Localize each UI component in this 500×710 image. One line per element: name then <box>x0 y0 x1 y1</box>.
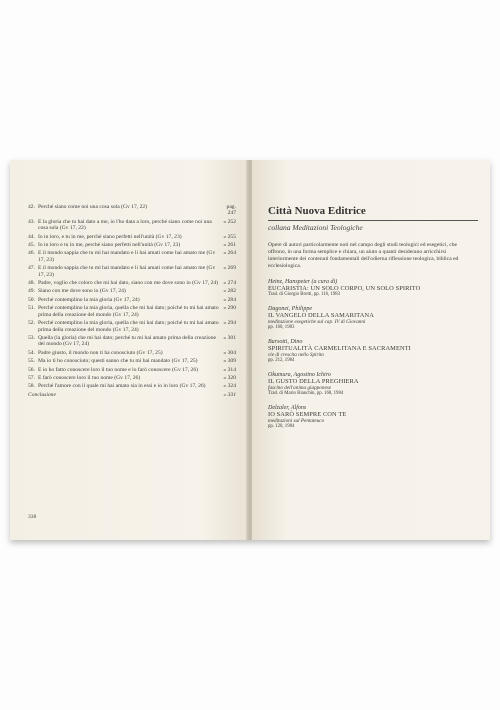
toc-entry-number: 46. <box>28 250 35 257</box>
toc-entry-page: » 324 <box>223 383 236 390</box>
toc-entry-title: Perché siano come noi una cosa sola (Gv 17, 22) <box>38 204 148 210</box>
book-entry <box>268 405 468 429</box>
toc-entry-number: 55. <box>28 358 35 365</box>
toc-entry <box>28 219 236 232</box>
toc-entry-number: 56. <box>28 366 35 373</box>
book-title: IO SARÒ SEMPRE CON TE <box>268 411 347 418</box>
book-entry <box>268 339 468 363</box>
toc-entry-title: Padre giusto, il mondo non ti ha conosciuto (Gv 17, 25) <box>38 349 163 356</box>
book-meta: pp. 120, 1984 <box>268 424 295 429</box>
toc-entry-number: 57. <box>28 374 35 381</box>
book-entry <box>268 306 468 330</box>
toc-entry-title: Perché contemplino la mia gloria, quella che mi hai dato; poiché tu mi hai amato prima della creazione del mondo (Gv 17, 24) <box>38 305 219 318</box>
book-subtitle: meditazioni sul Pentateuco <box>268 418 325 424</box>
toc-entry-title: Io in loro, e tu in me, perché siano perfetti nell'unità (Gv 17, 23) <box>38 233 182 240</box>
toc-entry-number: 52. <box>28 320 35 327</box>
toc-entry-page: » 309 <box>223 358 236 365</box>
toc-entry-page: » 261 <box>223 242 236 249</box>
toc-entry <box>28 265 236 278</box>
toc-entry-number: 53. <box>28 334 35 341</box>
book-subtitle: vie di crescita nello Spirito <box>268 352 324 358</box>
book-title: SPIRITUALITÀ CARMELITANA E SACRAMENTI <box>268 345 411 352</box>
toc-entry-title: E farò conoscere loro il tuo nome (Gv 17, 26) <box>38 374 141 381</box>
publisher-name: Città Nuova Editrice <box>268 205 366 217</box>
toc-entry-number: 49. <box>28 288 35 295</box>
toc-entry-number: 51. <box>28 305 35 312</box>
book-title: IL VANGELO DELLA SAMARITANA <box>268 312 374 319</box>
toc-entry <box>28 288 236 294</box>
book-title: EUCARISTIA: UN SOLO CORPO, UN SOLO SPIRITO <box>268 285 421 292</box>
toc-entry-page: » 304 <box>223 349 236 356</box>
toc-entry-page: » 301 <box>223 334 236 341</box>
toc-entry-title: E la gloria che tu hai dato a me, io l'ho data a loro, perché siano come noi una cosa sola (Gv 17, 22) <box>38 218 212 232</box>
toc-entry-page: » 274 <box>223 280 236 287</box>
toc-entry-page: » 320 <box>223 374 236 381</box>
book-title: IL GUSTO DELLA PREGHIERA <box>268 378 359 385</box>
toc-entry <box>28 250 236 263</box>
toc-entry-page: » 252 <box>223 218 236 225</box>
toc-entry-number: 50. <box>28 296 35 303</box>
toc-entry-number: 44. <box>28 233 35 240</box>
toc-entry-number: 58. <box>28 383 35 390</box>
toc-entry-page: » 290 <box>223 305 236 312</box>
toc-entry-title: Perché l'amore con il quale mi hai amato sia in essi e io in loro (Gv 17, 26) <box>38 383 206 390</box>
toc-entry-title: Quella (la gloria) che mi hai dato; perché tu mi hai amato prima della creazione del mondo (Gv 17, 24) <box>38 334 216 348</box>
toc-entry-number: 47. <box>28 265 35 272</box>
toc-entry <box>28 375 236 381</box>
series-description: Opere di autori particolarmente noti nel campo degli studi teologici ed esegetici, che offrono, in una forma semplice e chiara, un aiuto a quanti desiderano arricchirsi interiormente dei contenuti fondamentali dell'odierna riflessione teologica, biblica ed ecclesiologica. <box>268 242 459 269</box>
toc-entry-title: E il mondo sappia che tu mi hai mandato e li hai amati come hai amato me (Gv 17, 23) <box>38 250 216 263</box>
toc-entry <box>28 204 236 217</box>
toc-entry <box>28 383 236 389</box>
book-meta: pp. 160, 1983 <box>268 325 295 330</box>
toc-conclusion-title: Conclusione <box>28 391 56 398</box>
toc-entry-page: » 255 <box>223 233 236 240</box>
toc-entry <box>28 350 236 356</box>
toc-entry <box>28 335 236 348</box>
book-entry <box>268 372 468 396</box>
book-list <box>268 279 468 429</box>
book-subtitle: fascino dell'anima giapponese <box>268 385 332 391</box>
book-author: Bursotti, Dino <box>268 339 303 345</box>
toc-entry <box>28 297 236 303</box>
toc-entry-page: » 284 <box>223 296 236 303</box>
toc-entry-page: » 264 <box>223 250 236 257</box>
toc-entry <box>28 305 236 318</box>
toc-entry-number: 45. <box>28 242 35 249</box>
book-author: Okumura, Agostino Ichiro <box>268 372 331 378</box>
toc-entry-title: Siano con me dove sono io (Gv 17, 24) <box>38 288 126 295</box>
left-page <box>10 160 248 540</box>
page-number: 338 <box>28 514 37 520</box>
toc-entry-number: 48. <box>28 280 35 287</box>
book-author: Heinz, Hanspeter (a cura di) <box>268 279 338 285</box>
toc-entry-title: Perché contemplino la mia gloria (Gv 17, 24) <box>38 296 140 303</box>
toc-entry-title: Ma io ti ho conosciuto; questi sanno che tu mi hai mandato (Gv 17, 25) <box>38 358 198 365</box>
toc-entry <box>28 320 236 333</box>
toc-entry <box>28 367 236 373</box>
toc-entry-page: » 282 <box>223 288 236 295</box>
toc-entry <box>28 358 236 364</box>
book-meta: Trad. di Giorgio Brotti, pp. 116, 1983 <box>268 292 341 297</box>
toc-entry-title: E il mondo sappia che tu mi hai mandato e li hai amati come hai amato me (Gv 17, 23) <box>38 265 216 278</box>
book-meta: pp. 212, 1984 <box>268 358 295 363</box>
toc-entry-title: Padre, voglio che coloro che mi hai dato, siano con me dove sono io (Gv 17, 24) <box>38 280 219 287</box>
publisher-ad <box>268 205 468 429</box>
book-entry <box>268 279 468 297</box>
toc-entry-page: pag. 247 <box>226 204 236 217</box>
title-rule <box>268 220 478 221</box>
series-name: collana Meditazioni Teologiche <box>268 223 363 232</box>
table-of-contents <box>28 204 236 400</box>
toc-entry <box>28 234 236 240</box>
toc-entry <box>28 280 236 286</box>
toc-entry-title: Io in loro e tu in me, perché siano perfetti nell'unità (Gv 17, 23) <box>38 242 181 249</box>
toc-conclusion-page: » 331 <box>223 391 236 398</box>
book-meta: Trad. di Mario Bianchin, pp. 168, 1984 <box>268 391 344 396</box>
toc-entry-page: » 314 <box>223 366 236 373</box>
toc-entry-page: » 269 <box>223 265 236 272</box>
toc-entry-number: 42. <box>28 204 35 210</box>
toc-conclusion <box>28 392 236 398</box>
toc-entry-number: 54. <box>28 349 35 356</box>
book-author: Dagonet, Philippe <box>268 306 312 312</box>
toc-entry-title: E io ho fatto conoscere loro il tuo nome e lo farò conoscere (Gv 17, 26) <box>38 366 198 373</box>
book-subtitle: meditazione esegetiche sul cap. IV di Giovanni <box>268 319 366 325</box>
book-author: Delzaler, Alfons <box>268 405 307 411</box>
toc-entry-number: 43. <box>28 218 35 225</box>
toc-entry-title: Perché contemplino la mia gloria, quella che mi hai dato; poiché tu mi hai amato prima della creazione del mondo (Gv 17, 24) <box>38 320 219 333</box>
toc-entry-page: » 294 <box>223 320 236 327</box>
toc-entry <box>28 242 236 248</box>
